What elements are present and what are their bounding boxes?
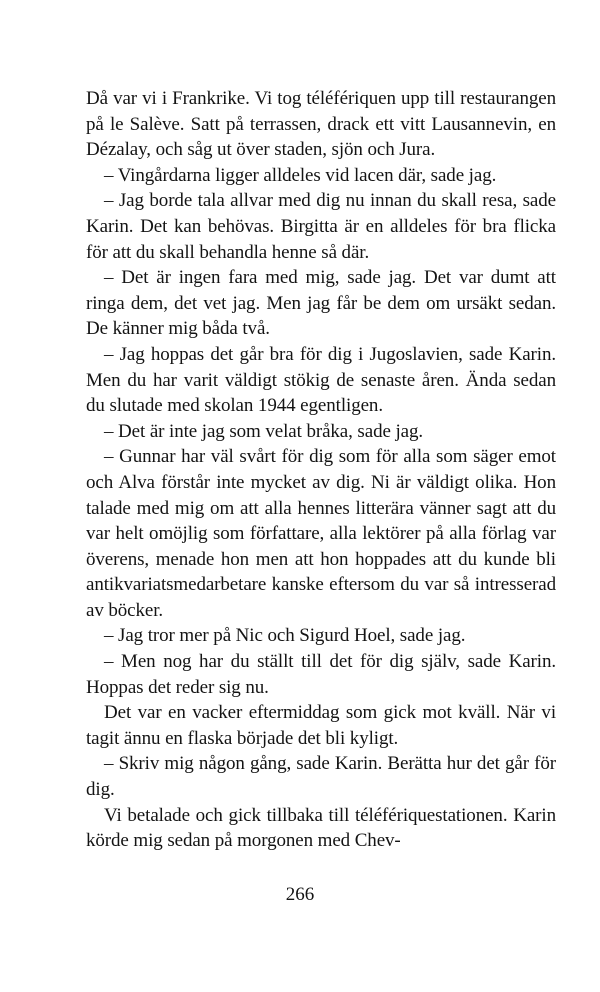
paragraph-8: – Jag tror mer på Nic och Sigurd Hoel, sade jag. — [104, 625, 466, 647]
page-number: 266 — [285, 884, 315, 905]
paragraph-9: – Men nog har du ställt till det för dig själv, sade Karin. Hoppas det reder sig nu. — [86, 651, 556, 698]
paragraph-1: Då var vi i Frankrike. Vi tog téléfériquen upp till restaurangen på le Salève. Satt på terrassen, drack ett vitt Lausannevin, en Dézalay, och såg ut över staden, sjön och Jura. — [86, 88, 556, 161]
paragraph-10: Det var en vacker eftermiddag som gick mot kväll. När vi tagit ännu en flaska började det bli kyligt. — [86, 702, 556, 749]
paragraph-3: – Jag borde tala allvar med dig nu innan du skall resa, sade Karin. Det kan behövas. Birgitta är en alldeles för bra flicka för att du skall behandla henne så där. — [86, 190, 556, 263]
paragraph-2: – Vingårdarna ligger alldeles vid lacen där, sade jag. — [104, 164, 497, 186]
paragraph-11: – Skriv mig någon gång, sade Karin. Berätta hur det går för dig. — [86, 753, 556, 801]
paragraph-6: – Det är inte jag som velat bråka, sade jag. — [104, 420, 424, 442]
paragraph-5: – Jag hoppas det går bra för dig i Jugoslavien, sade Karin. Men du har varit väldigt stökig de senaste åren. Ända sedan du slutade med skolan 1944 egentligen. — [86, 343, 556, 417]
paragraph-12: Vi betalade och gick tillbaka till téléfériquestationen. Karin körde mig sedan på morgonen med Chev- — [86, 804, 556, 852]
paragraph-7: – Gunnar har väl svårt för dig som för alla som säger emot och Alva förstår inte mycket av dig. Ni är väldigt olika. Hon talade med mig om att alla hennes litterära vänner sagt att du var helt omöjlig som författare, alla lektörer på alla förlag var överens, menade hon men att hon hoppades att du kunde bli antikvariatsmedarbetare kanske eftersom du var så intresserad av böcker. — [86, 446, 556, 621]
body-text — [86, 86, 556, 854]
paragraph-4: – Det är ingen fara med mig, sade jag. Det var dumt att ringa dem, det vet jag. Men jag får be dem om ursäkt sedan. De känner mig båda två. — [86, 267, 556, 340]
